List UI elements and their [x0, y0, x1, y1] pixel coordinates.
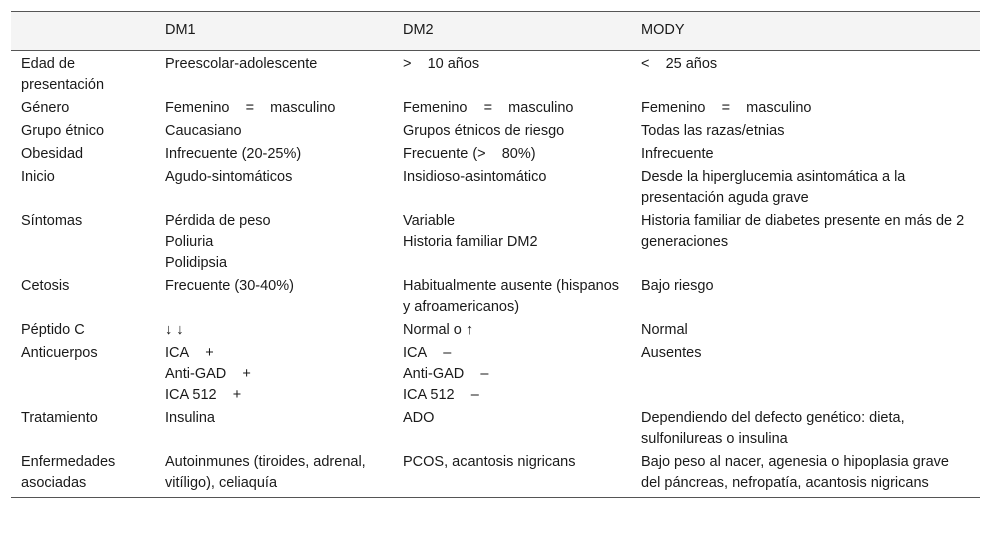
cell-mody — [631, 319, 980, 342]
cell-line: Desde la hiperglucemia asintomática a la presentación aguda grave — [641, 169, 910, 206]
table-row — [11, 407, 980, 451]
cell-line: Bajo peso al nacer, agenesia o hipoplasia grave del páncreas, nefropatía, acantosis nigricans — [641, 454, 953, 491]
cell-dm1 — [155, 451, 393, 498]
comparison-table-container — [11, 11, 980, 498]
cell-dm2 — [393, 143, 631, 166]
cell-line: ICA + — [165, 345, 214, 361]
cell-dm1 — [155, 97, 393, 120]
cell-dm2 — [393, 166, 631, 210]
table-row — [11, 342, 980, 407]
cell-line: Infrecuente — [641, 146, 714, 162]
cell-line: Historia familiar DM2 — [403, 234, 538, 250]
cell-mody — [631, 97, 980, 120]
cell-dm2 — [393, 407, 631, 451]
cell-line: ↓ ↓ — [165, 322, 184, 338]
cell-dm1 — [155, 342, 393, 407]
header-cell-mody: MODY — [631, 12, 980, 51]
row-label: Edad de presentación — [21, 56, 105, 93]
diabetes-comparison-table — [11, 11, 980, 498]
cell-line: Anti-GAD – — [403, 366, 489, 382]
cell-line: Preescolar-adolescente — [165, 56, 318, 72]
table-row — [11, 275, 980, 319]
cell-line: Poliuria — [165, 234, 214, 250]
cell-line: PCOS, acantosis nigricans — [403, 454, 576, 470]
cell-line: Insidioso-asintomático — [403, 169, 547, 185]
table-row — [11, 451, 980, 498]
row-label: Grupo étnico — [21, 123, 105, 139]
header-cell-empty — [11, 12, 155, 51]
row-label: Cetosis — [21, 278, 70, 294]
table-row — [11, 143, 980, 166]
cell-line: Ausentes — [641, 345, 702, 361]
cell-dm1 — [155, 319, 393, 342]
table-row — [11, 97, 980, 120]
row-label: Inicio — [21, 169, 55, 185]
cell-dm2 — [393, 51, 631, 98]
cell-dm1 — [155, 51, 393, 98]
row-label: Obesidad — [21, 146, 84, 162]
table-row — [11, 51, 980, 98]
cell-dm2 — [393, 451, 631, 498]
cell-dm2 — [393, 97, 631, 120]
cell-dm1 — [155, 166, 393, 210]
table-row — [11, 319, 980, 342]
header-cell-dm1: DM1 — [155, 12, 393, 51]
cell-line: ICA 512 + — [165, 387, 242, 403]
cell-dm2 — [393, 210, 631, 275]
cell-dm2 — [393, 342, 631, 407]
cell-mody — [631, 143, 980, 166]
cell-line: Frecuente (> 80%) — [403, 146, 536, 162]
cell-line: > 10 años — [403, 56, 480, 72]
cell-line: < 25 años — [641, 56, 718, 72]
cell-line: Infrecuente (20-25%) — [165, 146, 302, 162]
cell-dm1 — [155, 275, 393, 319]
row-label: Género — [21, 100, 70, 116]
cell-mody — [631, 51, 980, 98]
cell-line: Polidipsia — [165, 255, 228, 271]
table-body — [11, 51, 980, 498]
cell-line: Anti-GAD + — [165, 366, 251, 382]
cell-line: ADO — [403, 410, 435, 426]
cell-mody — [631, 451, 980, 498]
cell-dm2 — [393, 275, 631, 319]
row-label: Síntomas — [21, 213, 83, 229]
cell-line: Femenino = masculino — [165, 100, 336, 116]
cell-dm1 — [155, 210, 393, 275]
cell-line: Normal o ↑ — [403, 322, 474, 338]
cell-line: Habitualmente ausente (hispanos y afroamericanos) — [403, 278, 624, 315]
cell-line: Agudo-sintomáticos — [165, 169, 293, 185]
cell-dm1 — [155, 407, 393, 451]
cell-line: Bajo riesgo — [641, 278, 714, 294]
cell-line: Pérdida de peso — [165, 213, 271, 229]
cell-mody — [631, 275, 980, 319]
cell-dm2 — [393, 120, 631, 143]
row-label: Anticuerpos — [21, 345, 98, 361]
table-row — [11, 120, 980, 143]
cell-line: ICA 512 – — [403, 387, 479, 403]
cell-mody — [631, 342, 980, 407]
cell-mody — [631, 120, 980, 143]
cell-dm1 — [155, 143, 393, 166]
row-label: Péptido C — [21, 322, 85, 338]
cell-dm2 — [393, 319, 631, 342]
cell-line: Autoinmunes (tiroides, adrenal, vitíligo), celiaquía — [165, 454, 370, 491]
cell-line: Grupos étnicos de riesgo — [403, 123, 565, 139]
cell-mody — [631, 166, 980, 210]
cell-line: Normal — [641, 322, 688, 338]
cell-line: Caucasiano — [165, 123, 242, 139]
cell-line: Insulina — [165, 410, 215, 426]
cell-line: Frecuente (30-40%) — [165, 278, 294, 294]
cell-line: ICA – — [403, 345, 452, 361]
cell-line: Femenino = masculino — [641, 100, 812, 116]
cell-line: Dependiendo del defecto genético: dieta, sulfonilureas o insulina — [641, 410, 909, 447]
row-label: Tratamiento — [21, 410, 98, 426]
row-label: Enfermedades asociadas — [21, 454, 116, 491]
cell-line: Historia familiar de diabetes presente en más de 2 generaciones — [641, 213, 969, 250]
table-row — [11, 210, 980, 275]
cell-mody — [631, 407, 980, 451]
cell-line: Variable — [403, 213, 456, 229]
cell-line: Todas las razas/etnias — [641, 123, 785, 139]
table-header — [11, 12, 980, 51]
cell-line: Femenino = masculino — [403, 100, 574, 116]
cell-dm1 — [155, 120, 393, 143]
header-cell-dm2: DM2 — [393, 12, 631, 51]
cell-mody — [631, 210, 980, 275]
table-row — [11, 166, 980, 210]
header-row — [11, 12, 980, 51]
